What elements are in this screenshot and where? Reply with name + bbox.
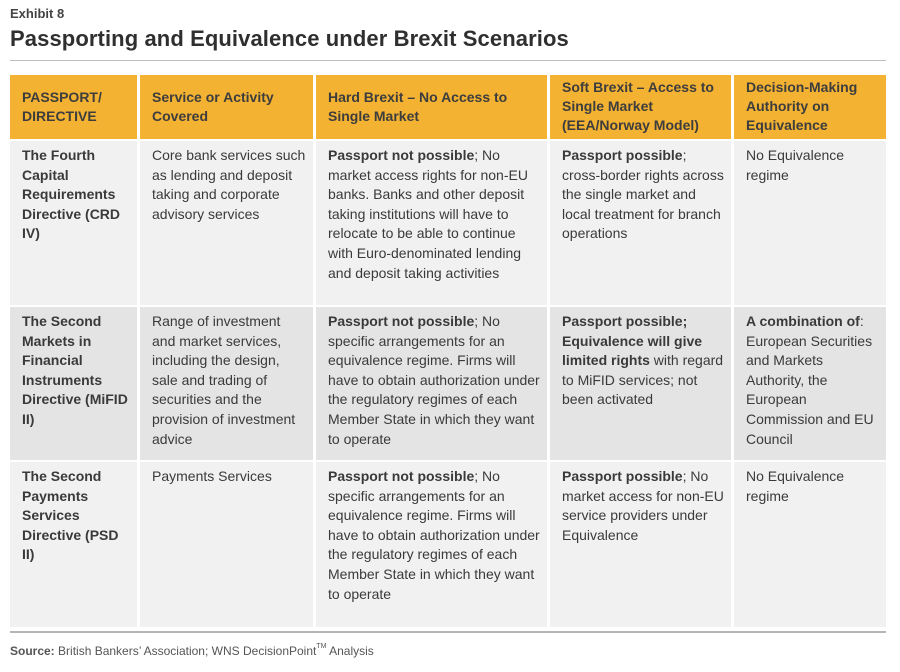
directive-cell: The Second Payments Services Directive (PSD II) (10, 462, 137, 627)
bottom-divider (10, 631, 886, 633)
soft-brexit-cell (550, 307, 731, 460)
source-note (10, 644, 374, 658)
soft-brexit-emphasis: Passport possible (562, 147, 683, 163)
top-divider (10, 60, 886, 61)
hard-brexit-cell (316, 141, 547, 305)
soft-brexit-text: ; No market access for non-EU service providers under Equivalence (562, 468, 724, 543)
hard-brexit-text: ; No market access rights for non-EU banks. Banks and other deposit taking institutions will have to relocate to be able to continue with Euro-denominated lending and deposit taking activities (328, 147, 528, 281)
service-cell: Core bank services such as lending and deposit taking and corporate advisory services (140, 141, 313, 305)
decision-text: No Equivalence regime (746, 147, 845, 183)
service-cell: Range of investment and market services, including the design, sale and trading of securities and the provision of investment advice (140, 307, 313, 460)
header-directive: PASSPORT/ DIRECTIVE (10, 75, 137, 139)
source-suffix: Analysis (326, 644, 374, 658)
hard-brexit-emphasis: Passport not possible (328, 468, 475, 484)
decision-text: No Equivalence regime (746, 468, 845, 504)
hard-brexit-cell (316, 462, 547, 627)
directive-cell: The Fourth Capital Requirements Directive (CRD IV) (10, 141, 137, 305)
decision-authority-cell (734, 141, 886, 305)
soft-brexit-emphasis: Passport possible (562, 468, 683, 484)
decision-emphasis: A combination of (746, 313, 860, 329)
header-decision-authority: Decision-Making Authority on Equivalence (734, 75, 886, 139)
soft-brexit-cell (550, 462, 731, 627)
trademark-mark: TM (316, 643, 327, 650)
hard-brexit-emphasis: Passport not possible (328, 313, 475, 329)
comparison-table (7, 73, 889, 629)
soft-brexit-emphasis: Passport possible; Equivalence will give limited rights (562, 313, 703, 369)
header-hard-brexit: Hard Brexit – No Access to Single Market (316, 75, 547, 139)
comparison-table-wrapper (10, 73, 886, 629)
hard-brexit-text: ; No specific arrangements for an equivalence regime. Firms will have to obtain authorization under the regulatory regimes of each Member State in which they want to operate (328, 313, 540, 447)
table-row (10, 462, 886, 627)
source-text: British Bankers’ Association; WNS DecisionPoint (54, 644, 317, 658)
hard-brexit-text: ; No specific arrangements for an equivalence regime. Firms will have to obtain authorization under the regulatory regimes of each Member State in which they want to operate (328, 468, 540, 602)
decision-text: : European Securities and Markets Authority, the European Commission and EU Council (746, 313, 874, 447)
hard-brexit-emphasis: Passport not possible (328, 147, 475, 163)
service-cell: Payments Services (140, 462, 313, 627)
table-header-row (10, 75, 886, 139)
soft-brexit-cell (550, 141, 731, 305)
source-label: Source: (10, 644, 55, 658)
table-row (10, 141, 886, 305)
header-soft-brexit: Soft Brexit – Access to Single Market (EEA/Norway Model) (550, 75, 731, 139)
decision-authority-cell (734, 307, 886, 460)
soft-brexit-text: with regard to MiFID services; not been activated (562, 352, 724, 408)
soft-brexit-text: ; cross-border rights across the single market and local treatment for branch operations (562, 147, 724, 242)
table-row (10, 307, 886, 460)
decision-authority-cell (734, 462, 886, 627)
header-service: Service or Activity Covered (140, 75, 313, 139)
hard-brexit-cell (316, 307, 547, 460)
directive-cell: The Second Markets in Financial Instruments Directive (MiFID II) (10, 307, 137, 460)
exhibit-label: Exhibit 8 (10, 6, 65, 21)
page-title: Passporting and Equivalence under Brexit Scenarios (10, 26, 569, 51)
